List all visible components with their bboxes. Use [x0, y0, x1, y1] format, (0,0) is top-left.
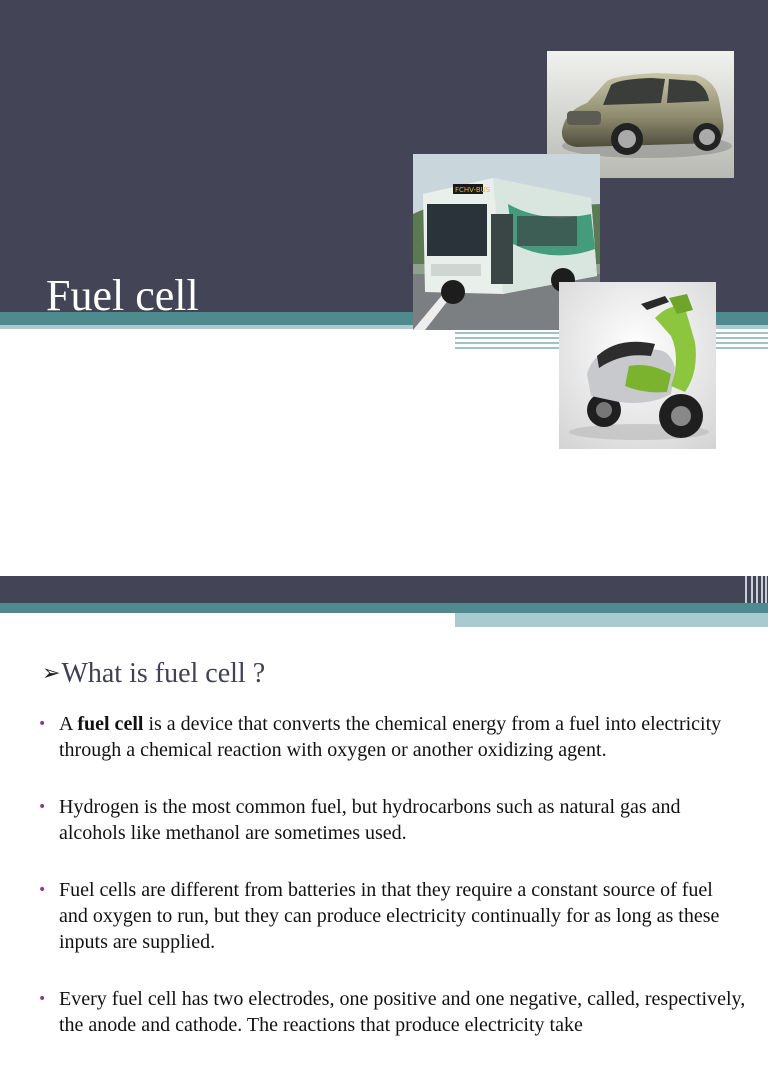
bullet-list: [36, 711, 746, 1069]
bus-destination-sign: FCHV-BUS: [455, 186, 491, 194]
bullet-dot-icon: •: [38, 799, 47, 815]
scooter-image: [559, 282, 716, 449]
bullet-dot-icon: •: [38, 716, 47, 732]
content-header-band: [0, 576, 768, 603]
list-item: • Hydrogen is the most common fuel, but hydrocarbons such as natural gas and alcohols like methanol are sometimes used.: [38, 796, 681, 844]
list-item: • Every fuel cell has two electrodes, one positive and one negative, called, respectively, the anode and cathode. The reactions that produce electricity take: [38, 988, 746, 1036]
arrow-bullet-icon: ➢: [42, 661, 61, 686]
content-heading: [42, 656, 265, 694]
heading-text: What is fuel cell ?: [61, 658, 266, 689]
list-item: • Fuel cells are different from batteries in that they require a constant source of fuel and oxygen to run, but they can produce electricity continually for as long as these inputs are supplied.: [38, 879, 720, 953]
light-teal-band: [455, 613, 768, 627]
bullet-dot-icon: •: [38, 991, 47, 1007]
content-slide: [0, 576, 768, 1036]
decorative-stripes: [743, 576, 768, 603]
teal-band: [0, 603, 768, 613]
slide-title: Fuel cell: [46, 271, 199, 320]
bullet-dot-icon: •: [38, 882, 47, 898]
bold-term: fuel cell: [77, 713, 144, 735]
list-item: • A fuel cell is a device that converts the chemical energy from a fuel into electricity through a chemical reaction with oxygen or another oxidizing agent.: [38, 713, 722, 761]
